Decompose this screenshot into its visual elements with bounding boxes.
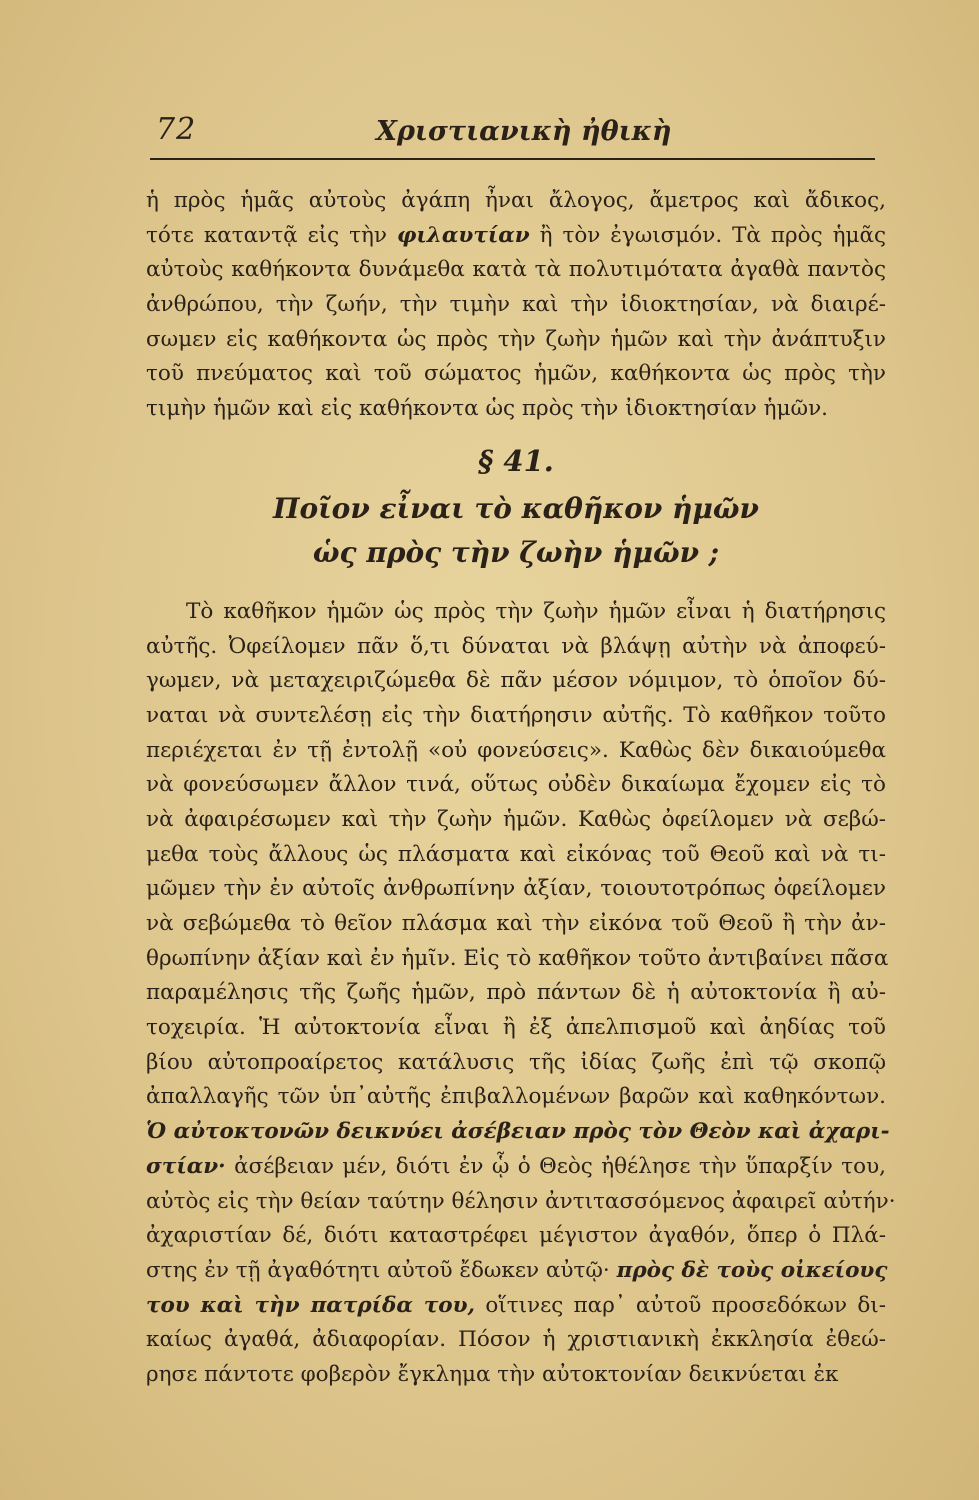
emphasis-text: Ὁ αὐτοκτονῶν δεικνύει ἀσέβειαν πρὸς τὸν Θεὸν καὶ ἀχαρι-: [146, 1119, 890, 1145]
text-run: αὐτὸς εἰς τὴν θείαν ταύτην θέλησιν ἀντιτασσόμενος ἀφαιρεῖ αὐτήν·: [146, 1188, 896, 1214]
text-run: οἵτινες παρ᾽ αὐτοῦ προσεδόκων δι-: [475, 1292, 886, 1318]
text-line: [146, 803, 886, 838]
text-run: τιμὴν ἡμῶν καὶ εἰς καθήκοντα ὡς πρὸς τὴν ἰδιοκτησίαν ἡμῶν.: [146, 396, 828, 422]
text-run: μῶμεν τὴν ἐν αὐτοῖς ἀνθρωπίνην ἀξίαν, τοιουτοτρόπως ὀφείλομεν: [146, 876, 886, 902]
section-mark: § 41.: [478, 443, 554, 478]
text-run: ἀπαλλαγῆς τῶν ὑπ᾽αὐτῆς ἐπιβαλλομένων βαρῶν καὶ καθηκόντων.: [146, 1084, 886, 1110]
page-header: [150, 112, 885, 168]
text-run: ναται νὰ συντελέσῃ εἰς τὴν διατήρησιν αὐτῆς. Τὸ καθῆκον τοῦτο: [146, 702, 886, 728]
text-line: [146, 872, 886, 907]
text-line: [146, 630, 886, 665]
header-rule: [150, 158, 875, 160]
text-run: ἀνθρώπου, τὴν ζωήν, τὴν τιμὴν καὶ τὴν ἰδιοκτησίαν, νὰ διαιρέ-: [146, 292, 886, 318]
text-run: γωμεν, νὰ μεταχειριζώμεθα δὲ πᾶν μέσον νόμιμον, τὸ ὁποῖον δύ-: [146, 668, 886, 694]
text-line: [146, 734, 886, 769]
text-line: [146, 1219, 886, 1254]
text-line: [146, 976, 886, 1011]
text-line: [146, 942, 889, 977]
text-line: [146, 838, 886, 873]
text-line: [146, 253, 886, 288]
text-line: [146, 1115, 890, 1150]
text-line: [146, 1011, 886, 1046]
text-line: [146, 1289, 886, 1324]
text-run: τοῦ πνεύματος καὶ τοῦ σώματος ἡμῶν, καθήκοντα ὡς πρὸς τὴν: [146, 361, 886, 387]
text-run: νὰ σεβώμεθα τὸ θεῖον πλάσμα καὶ τὴν εἰκόνα τοῦ Θεοῦ ἢ τὴν ἀν-: [146, 911, 886, 936]
text-line: [146, 1358, 886, 1393]
text-run: σωμεν εἰς καθήκοντα ὡς πρὸς τὴν ζωὴν ἡμῶν καὶ τὴν ἀνάπτυξιν: [146, 326, 886, 352]
text-run: ἢ τὸν ἐγωισμόν. Τὰ πρὸς ἡμᾶς: [529, 222, 887, 248]
text-line: [146, 664, 886, 699]
text-run: νὰ ἀφαιρέσωμεν καὶ τὴν ζωὴν ἡμῶν. Καθὼς ὀφείλομεν νὰ σεβώ-: [146, 806, 886, 832]
text-line: [146, 1323, 886, 1358]
text-run: αὐτῆς. Ὀφείλομεν πᾶν ὅ,τι δύναται νὰ βλάψῃ αὐτὴν νὰ ἀποφεύ-: [146, 633, 886, 659]
paragraph-answer: [146, 595, 896, 1393]
text-run: βίου αὐτοπροαίρετος κατάλυσις τῆς ἰδίας ζωῆς ἐπὶ τῷ σκοπῷ: [146, 1049, 886, 1075]
text-run: θρωπίνην ἀξίαν καὶ ἐν ἡμῖν. Εἰς τὸ καθῆκον τοῦτο ἀντιβαίνει πᾶσα: [146, 945, 889, 971]
text-run: ἀχαριστίαν δέ, διότι καταστρέφει μέγιστον ἀγαθόν, ὅπερ ὁ Πλά-: [146, 1223, 886, 1249]
text-run: ἡ πρὸς ἡμᾶς αὐτοὺς ἀγάπη ἦναι ἄλογος, ἄμετρος καὶ ἄδικος,: [146, 188, 886, 213]
emphasis-text: στίαν·: [146, 1153, 226, 1179]
text-line: [146, 1185, 896, 1220]
page-body: [146, 184, 896, 1393]
text-run: παραμέλησις τῆς ζωῆς ἡμῶν, πρὸ πάντων δὲ ἡ αὐτοκτονία ἢ αὐ-: [146, 980, 886, 1006]
text-run: αὐτοὺς καθήκοντα δυνάμεθα κατὰ τὰ πολυτιμότατα ἀγαθὰ παντὸς: [146, 257, 886, 283]
text-line: [146, 323, 886, 358]
text-run: ἀσέβειαν μέν, διότι ἐν ᾧ ὁ Θεὸς ἠθέλησε τὴν ὕπαρξίν του,: [225, 1153, 886, 1179]
emphasis-text: του καὶ τὴν πατρίδα του,: [146, 1292, 476, 1318]
text-run: ρησε πάντοτε φοβερὸν ἔγκλημα τὴν αὐτοκτονίαν δεικνύεται ἐκ: [146, 1361, 839, 1387]
emphasis-text: φιλαυτίαν: [396, 222, 530, 248]
section-question-line-1: Ποῖον εἶναι τὸ καθῆκον ἡμῶν: [273, 491, 759, 525]
text-run: καίως ἀγαθά, ἀδιαφορίαν. Πόσον ἡ χριστιανικὴ ἐκκλησία ἐθεώ-: [146, 1327, 886, 1353]
text-line: [146, 768, 886, 803]
page-number: 72: [156, 112, 197, 147]
text-run: μεθα τοὺς ἄλλους ὡς πλάσματα καὶ εἰκόνας τοῦ Θεοῦ καὶ νὰ τι-: [146, 841, 886, 867]
paragraph-intro: [146, 184, 886, 427]
text-line: [146, 219, 886, 254]
text-line: [146, 1080, 886, 1115]
text-run: Τὸ καθῆκον ἡμῶν ὡς πρὸς τὴν ζωὴν ἡμῶν εἶναι ἡ διατήρησις: [186, 598, 886, 624]
text-line: [146, 288, 886, 323]
emphasis-text: πρὸς δὲ τοὺς οἰκείους: [616, 1257, 888, 1283]
text-line: [146, 595, 886, 630]
text-line: [146, 907, 886, 942]
text-line: [146, 392, 886, 427]
text-run: στης ἐν τῇ ἀγαθότητι αὐτοῦ ἔδωκεν αὐτῷ·: [146, 1257, 617, 1283]
text-run: νὰ φονεύσωμεν ἄλλον τινά, οὕτως οὐδὲν δικαίωμα ἔχομεν εἰς τὸ: [146, 772, 886, 798]
text-run: περιέχεται ἐν τῇ ἐντολῇ «οὐ φονεύσεις». Καθὼς δὲν δικαιούμεθα: [146, 737, 886, 763]
text-run: τότε καταντᾷ εἰς τὴν: [146, 222, 397, 248]
text-line: [146, 184, 886, 219]
text-line: [146, 1150, 886, 1185]
text-run: τοχειρία. Ἡ αὐτοκτονία εἶναι ἢ ἐξ ἀπελπισμοῦ καὶ ἀηδίας τοῦ: [146, 1015, 886, 1041]
text-line: [146, 357, 886, 392]
running-title: Χριστιανικὴ ἠθικὴ: [376, 116, 672, 147]
text-line: [146, 699, 886, 734]
text-line: [146, 1046, 886, 1081]
section-question-line-2: ὡς πρὸς τὴν ζωὴν ἡμῶν ;: [312, 535, 720, 569]
text-line: [146, 1254, 886, 1289]
